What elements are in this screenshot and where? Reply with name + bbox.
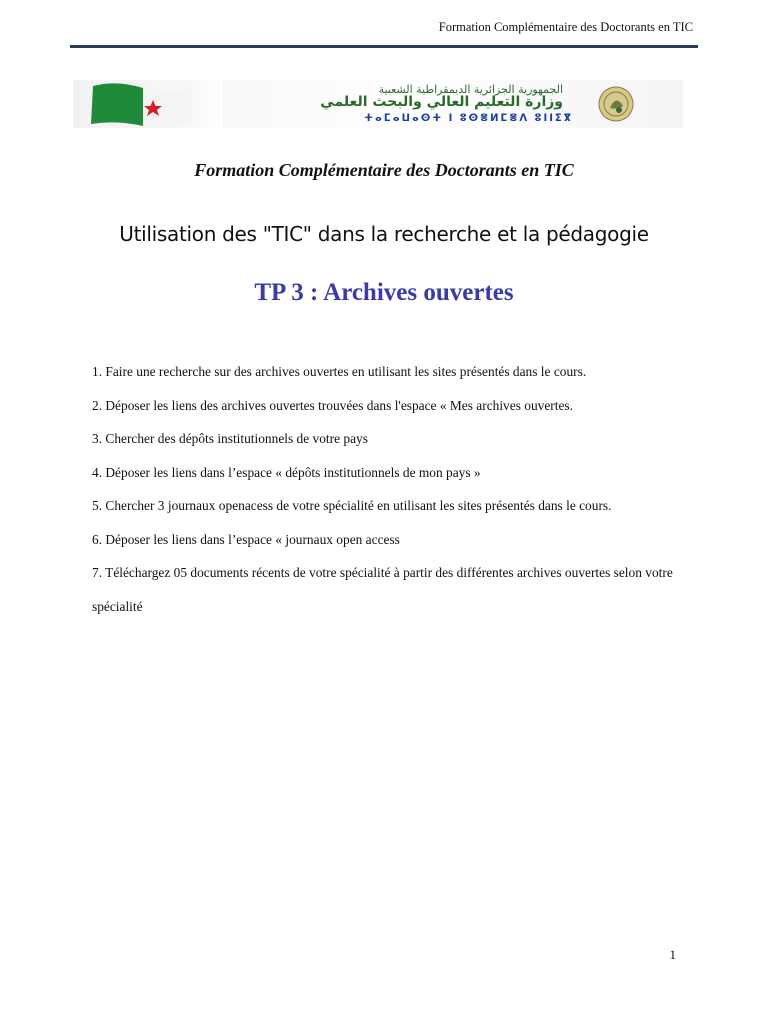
running-header: Formation Complémentaire des Doctorants en TIC [438,20,693,34]
instruction-list [92,355,682,623]
tp-title: TP 3 : Archives ouvertes [254,279,514,306]
header-rule [70,45,698,48]
instruction-item: 6. Déposer les liens dans l’espace « journaux open access [92,531,400,547]
banner-arabic-republic: الجمهورية الجزائرية الديمقراطية الشعبية [378,83,563,96]
instruction-item: 5. Chercher 3 journaux openacess de votre spécialité en utilisant les sites présentés dans le cours. [92,498,612,513]
document-subtitle: Utilisation des "TIC" dans la recherche et la pédagogie [119,222,649,246]
instruction-item: 1. Faire une recherche sur des archives ouvertes en utilisant les sites présentés dans le cours. [92,364,587,379]
page-number: 1 [669,947,676,962]
instruction-item: 3. Chercher des dépôts institutionnels de votre pays [92,431,368,446]
instruction-item: 4. Déposer les liens dans l’espace « dépôts institutionnels de mon pays » [92,464,481,480]
ministry-banner [73,80,683,128]
banner-arabic-ministry: وزارة التعليم العالي والبحث العلمي [320,94,563,110]
ministry-seal-icon [599,87,633,121]
course-title: Formation Complémentaire des Doctorants en TIC [194,160,574,180]
banner-tifinagh-line: ⵜⴰⵎⴰⵡⴰⵙⵜ ⵏ ⵓⵙⴻⵍⵎⴻⴷ ⵓⵏⵏⵉⴳ [364,113,573,124]
instruction-item: 7. Téléchargez 05 documents récents de votre spécialité à partir des différentes archives ouvertes selon votre spécialité [92,565,673,614]
instruction-item: 2. Déposer les liens des archives ouvertes trouvées dans l'espace « Mes archives ouvertes. [92,397,573,413]
